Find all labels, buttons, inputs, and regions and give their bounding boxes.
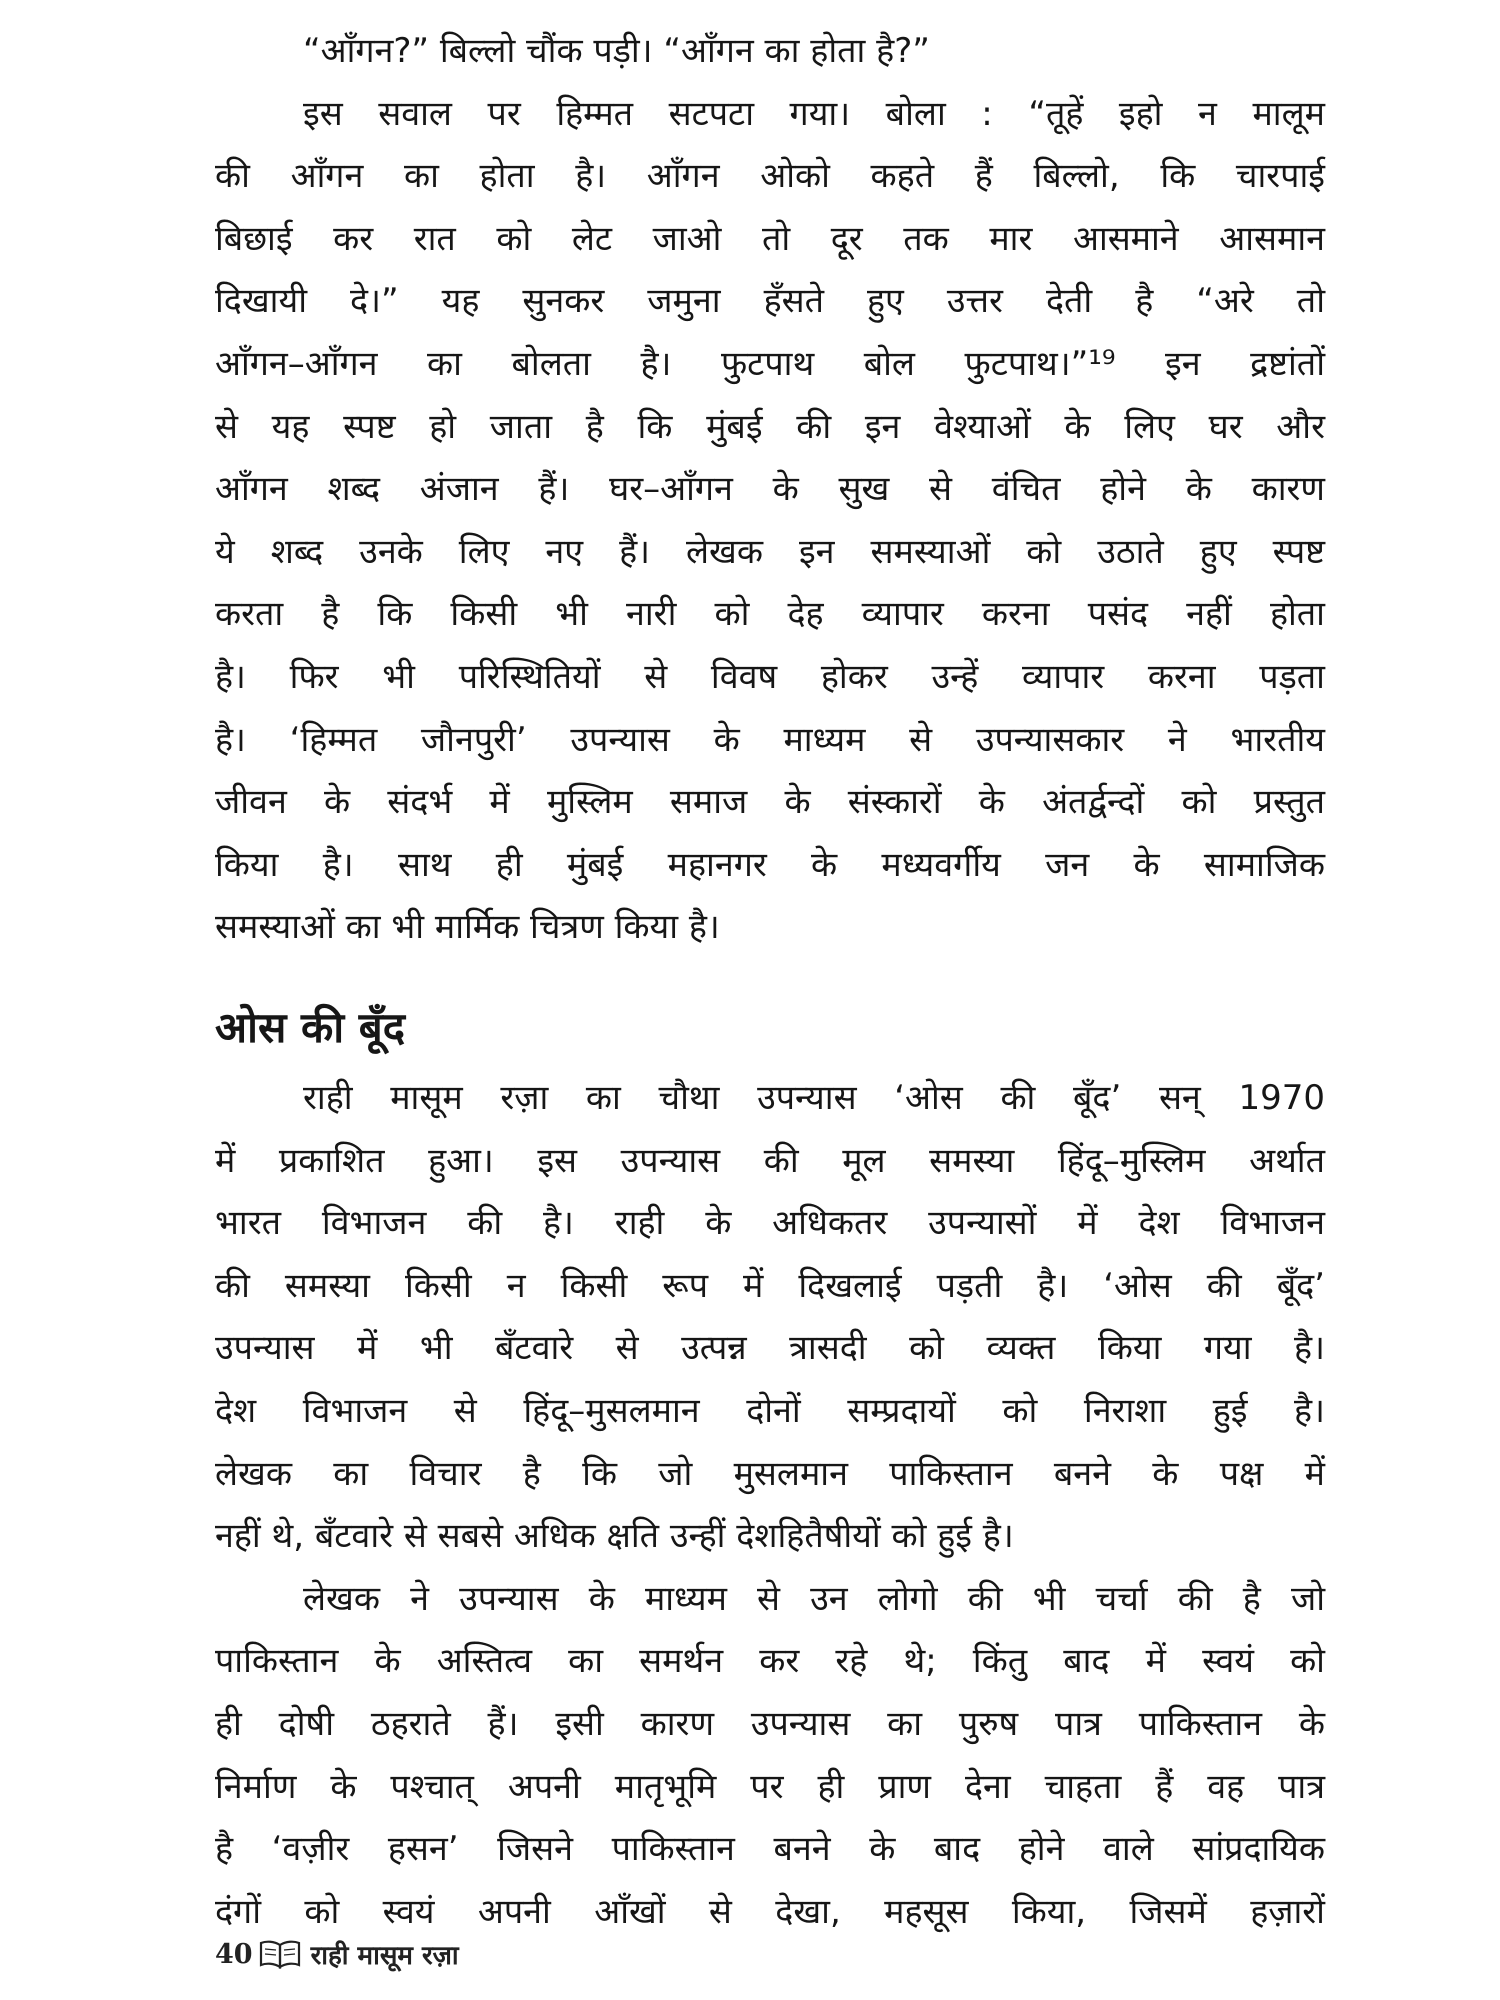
page-footer [215,1932,459,1976]
text-line: नहीं थे, बँटवारे से सबसे अधिक क्षति उन्हीं देशहितैषीयों को हुई है। [215,1516,1014,1557]
text-line: उपन्यास में भी बँटवारे से उत्पन्न त्रासदी को व्यक्त किया गया है। [215,1328,1325,1369]
paragraph-3 [215,1067,1325,1568]
text-line: बिछाई कर रात को लेट जाओ तो दूर तक मार आसमाने आसमान [215,218,1325,259]
text-line: भारत विभाजन की है। राही के अधिकतर उपन्यासों में देश विभाजन [215,1203,1325,1244]
text-line: है। ‘हिम्मत जौनपुरी’ उपन्यास के माध्यम से उपन्यासकार ने भारतीय [215,719,1325,760]
text-line: से यह स्पष्ट हो जाता है कि मुंबई की इन वेश्याओं के लिए घर और [215,406,1325,447]
text-line: “आँगन?” बिल्लो चौंक पड़ी। “आँगन का होता है?” [303,31,930,71]
text-line: देश विभाजन से हिंदू–मुसलमान दोनों सम्प्रदायों को निराशा हुई है। [215,1390,1325,1431]
text-line: किया है। साथ ही मुंबई महानगर के मध्यवर्गीय जन के सामाजिक [215,844,1325,885]
text-line: ये शब्द उनके लिए नए हैं। लेखक इन समस्याओं को उठाते हुए स्पष्ट [215,531,1325,572]
text-line: दिखायी दे।” यह सुनकर जमुना हँसते हुए उत्तर देती है “अरे तो [215,281,1325,322]
text-line: निर्माण के पश्चात् अपनी मातृभूमि पर ही प्राण देना चाहता हैं वह पात्र [215,1766,1325,1807]
text-line: समस्याओं का भी मार्मिक चित्रण किया है। [215,907,720,948]
page-number: 40 [215,1938,253,1970]
text-line: पाकिस्तान के अस्तित्व का समर्थन कर रहे थे; किंतु बाद में स्वयं को [215,1641,1325,1682]
open-book-icon [259,1939,301,1969]
text-line: दंगों को स्वयं अपनी आँखों से देखा, महसूस किया, जिसमें हज़ारों [215,1891,1325,1932]
paragraph-4 [215,1568,1325,1944]
text-line: जीवन के संदर्भ में मुस्लिम समाज के संस्कारों के अंतर्द्वन्दों को प्रस्तुत [215,782,1325,823]
text-line: ही दोषी ठहराते हैं। इसी कारण उपन्यास का पुरुष पात्र पाकिस्तान के [215,1703,1325,1744]
text-line: लेखक ने उपन्यास के माध्यम से उन लोगो की भी चर्चा की है जो [303,1578,1325,1619]
running-title: राही मासूम रज़ा [310,1941,459,1971]
text-line: की आँगन का होता है। आँगन ओको कहते हैं बिल्लो, कि चारपाई [215,156,1325,197]
text-line: आँगन–आँगन का बोलता है। फुटपाथ बोल फुटपाथ।”¹⁹ इन द्रष्टांतों [215,343,1325,384]
paragraph-2 [215,83,1325,959]
text-line: आँगन शब्द अंजान हैं। घर–आँगन के सुख से वंचित होने के कारण [215,469,1325,510]
text-line: राही मासूम रज़ा का चौथा उपन्यास ‘ओस की बूँद’ सन् 1970 [303,1078,1325,1118]
text-line: की समस्या किसी न किसी रूप में दिखलाई पड़ती है। ‘ओस की बूँद’ [215,1265,1325,1306]
paragraph-1 [215,20,1325,83]
section-heading: ओस की बूँद [215,1003,406,1052]
text-line: लेखक का विचार है कि जो मुसलमान पाकिस्तान बनने के पक्ष में [215,1453,1325,1494]
text-line: है ‘वज़ीर हसन’ जिसने पाकिस्तान बनने के बाद होने वाले सांप्रदायिक [215,1829,1325,1870]
text-line: है। फिर भी परिस्थितियों से विवष होकर उन्हें व्यापार करना पड़ता [215,656,1325,697]
text-line: इस सवाल पर हिम्मत सटपटा गया। बोला : “तूहें इहो न मालूम [303,93,1325,134]
text-line: करता है कि किसी भी नारी को देह व्यापार करना पसंद नहीं होता [215,594,1325,635]
text-line: में प्रकाशित हुआ। इस उपन्यास की मूल समस्या हिंदू–मुस्लिम अर्थात [215,1140,1325,1181]
